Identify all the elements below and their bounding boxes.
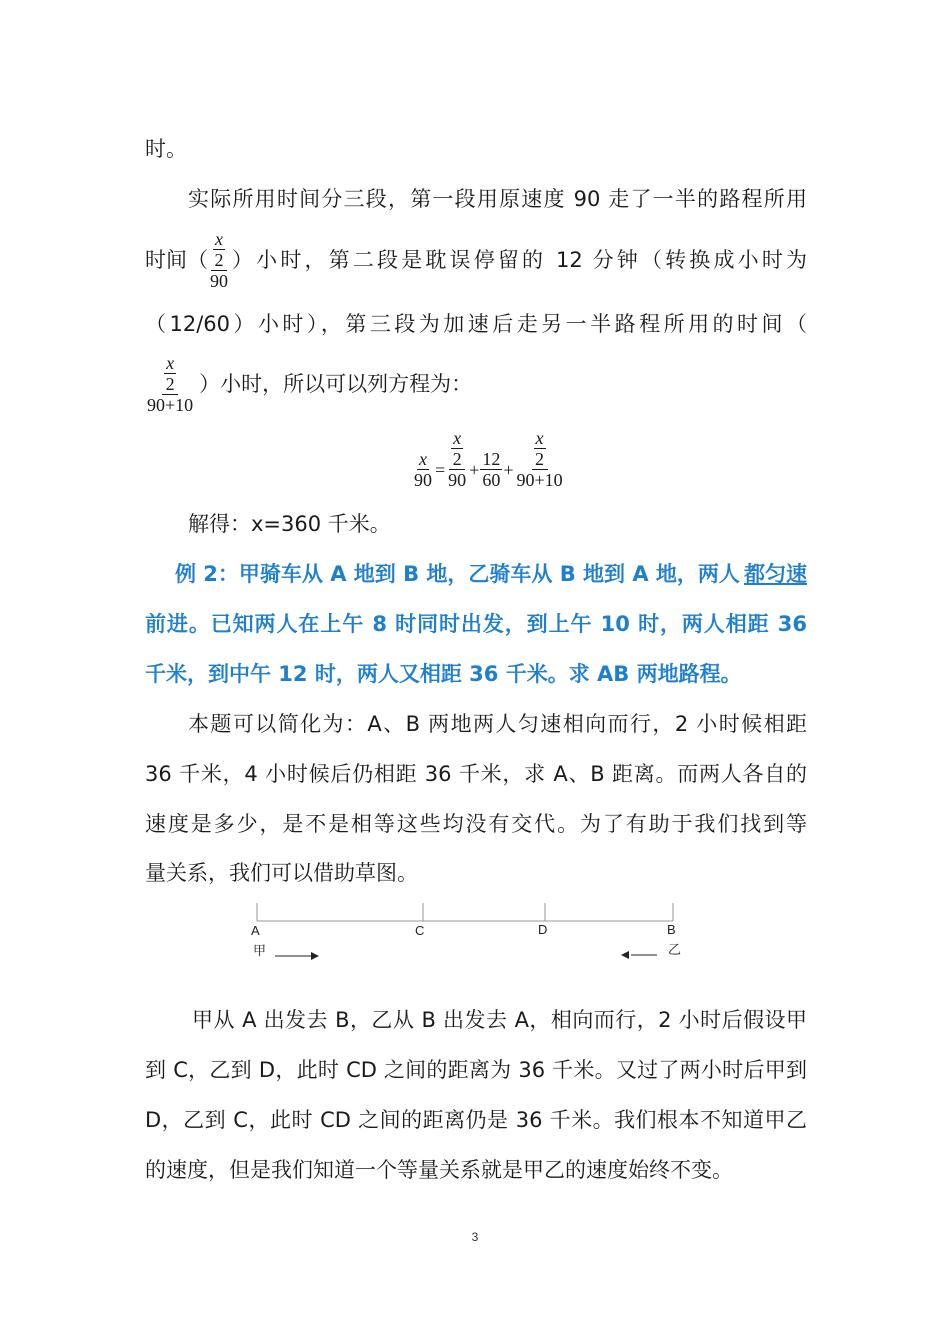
label-jia: 甲 [253,943,267,958]
fraction-term: 2 [535,449,545,469]
fraction-term: x [453,428,462,448]
page-number: 3 [471,1230,479,1244]
paragraph-line: 解得：x=360 千米。 [188,512,391,536]
fraction-term: x [535,428,544,448]
paragraph-line: 甲从 A 出发去 B，乙从 B 出发去 A，相向而行，2 小时后假设甲 [192,1008,807,1032]
fraction-x-half-over-100 [145,353,195,415]
fraction-term: x [419,449,427,469]
paragraph-line: 本题可以简化为：A、B 两地两人匀速相向而行，2 小时候相距 [188,712,807,736]
paragraph-text: ）小时，第二段是耽误停留的 12 分钟（转换成小时为 [232,248,807,272]
example-heading-line: 前进。已知两人在上午 8 时同时出发，到上午 10 时，两人相距 36 [145,612,807,636]
label-a: A [251,923,260,938]
fraction-term: x [166,353,175,373]
example-text: 例 2：甲骑车从 A 地到 B 地，乙骑车从 B 地到 A 地，两人 [175,562,740,586]
equation-term [446,428,468,490]
paragraph-text: ）小时，所以可以列方程为： [199,372,473,396]
fraction-term: 90+10 [516,470,563,490]
paragraph-line: 到 C，乙到 D，此时 CD 之间的距离为 36 千米。又过了两小时后甲到 [145,1058,807,1082]
paragraph-line: 实际所用时间分三段，第一段用原速度 90 走了一半的路程所用 [188,187,807,211]
fraction-term: 90 [448,470,467,490]
paragraph-line-with-fraction [145,352,807,416]
paragraph-line: 量关系，我们可以借助草图。 [145,861,418,885]
fraction-term: 90 [210,271,228,291]
fraction-term: x [215,229,223,249]
label-b: B [667,922,676,937]
equation-term [412,449,434,490]
label-c: C [415,923,425,938]
distance-diagram [245,898,695,968]
paragraph-line: 的速度，但是我们知道一个等量关系就是甲乙的速度始终不变。 [145,1158,733,1182]
arrow-jia-head [311,952,319,960]
example-heading-line [175,559,807,589]
paragraph-line: 时。 [145,137,187,161]
equation-term [514,428,564,490]
fraction-term: 2 [452,449,462,469]
paragraph-line-with-fraction [145,228,807,292]
fraction-term: 12 [482,449,501,469]
paragraph-line: 速度是多少，是不是相等这些均没有交代。为了有助于我们找到等 [145,812,807,836]
arrow-yi-head [621,951,629,959]
equals-sign: = [435,460,446,480]
equation [412,428,565,490]
example-text-underlined: 都匀速 [744,562,807,586]
fraction-term: 2 [165,374,175,394]
fraction-term: 2 [214,250,224,270]
fraction-term: 90+10 [147,395,194,415]
fraction-term: 60 [482,470,501,490]
paragraph-line: 36 千米，4 小时候后仍相距 36 千米，求 A、B 距离。而两人各自的 [145,762,807,786]
plus-sign: + [503,460,514,480]
label-d: D [538,922,548,937]
paragraph-line: （12/60）小时），第三段为加速后走另一半路程所用的时间（ [145,312,807,336]
plus-sign: + [469,460,480,480]
example-heading-line: 千米，到中午 12 时，两人又相距 36 千米。求 AB 两地路程。 [145,662,742,686]
label-yi: 乙 [668,942,682,957]
paragraph-text: 时间（ [145,248,208,272]
paragraph-line: D，乙到 C，此时 CD 之间的距离仍是 36 千米。我们根本不知道甲乙 [145,1108,807,1132]
fraction-term: 90 [414,470,432,490]
equation-term [480,449,502,490]
fraction-x-half-over-90 [208,229,230,291]
